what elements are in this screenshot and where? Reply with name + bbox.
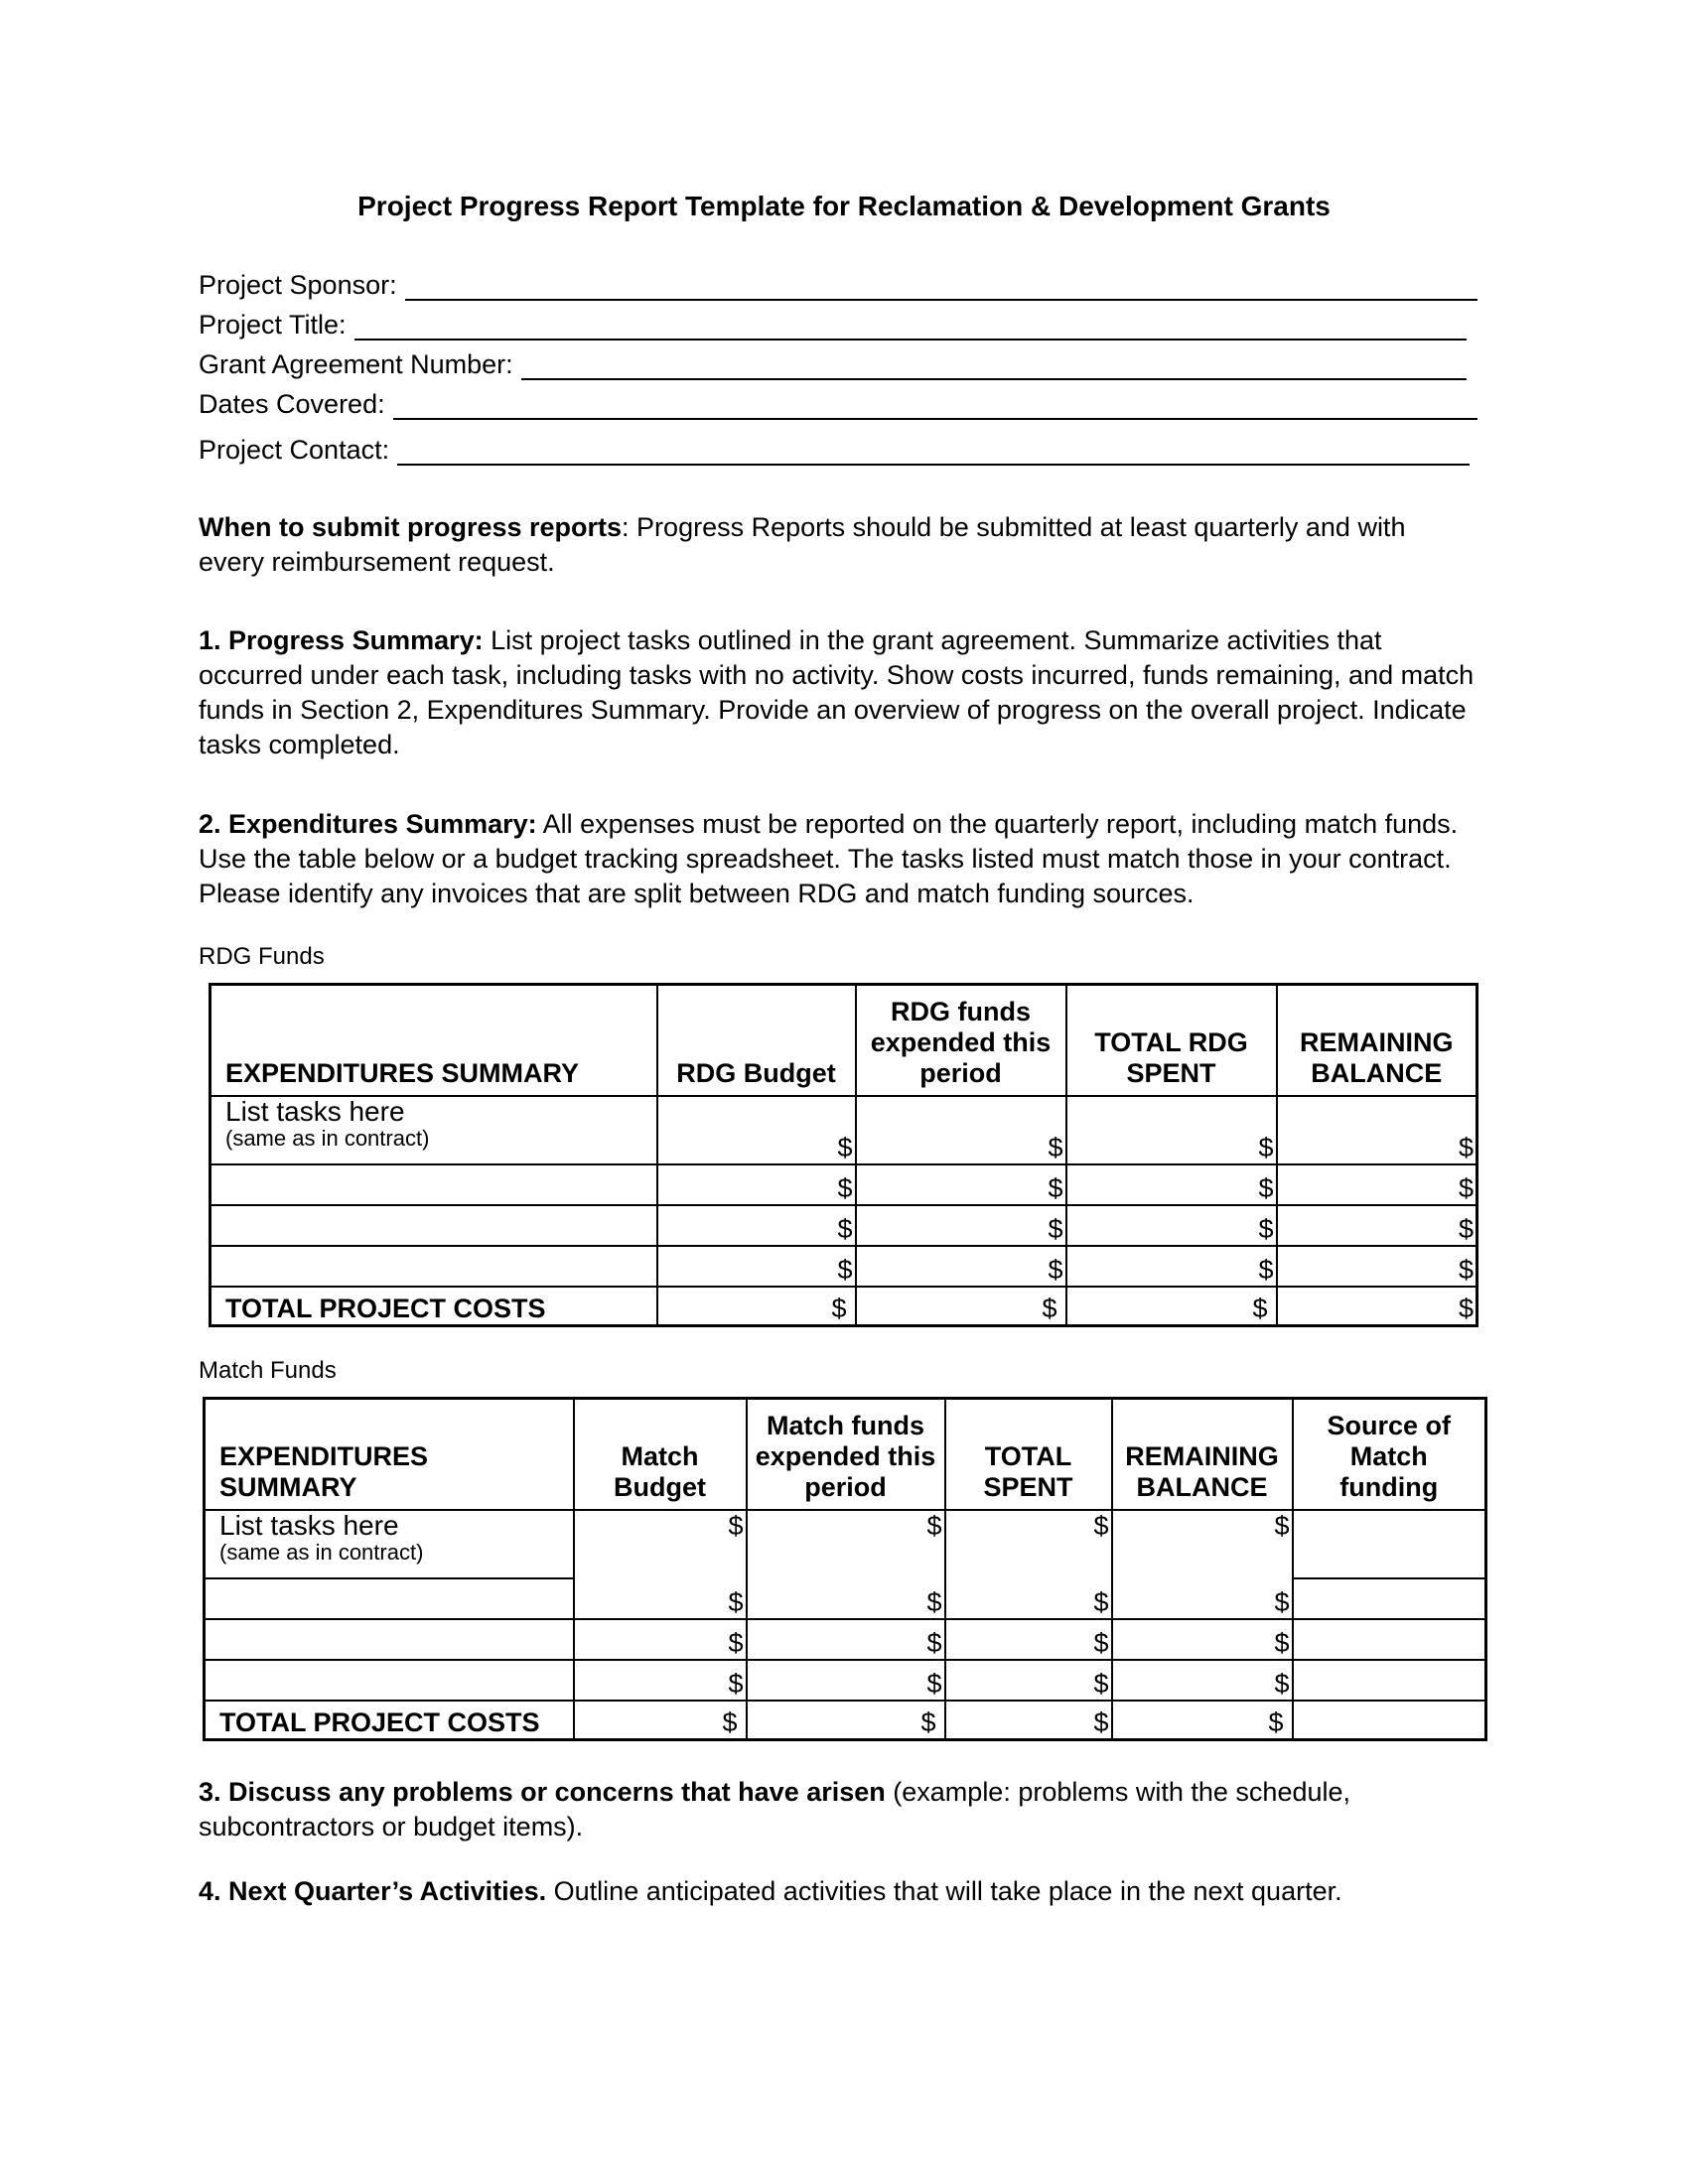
- table-row: [211, 1205, 1477, 1246]
- match-header-remaining: REMAINING BALANCE: [1112, 1399, 1293, 1510]
- match-task-cell[interactable]: [205, 1510, 574, 1578]
- match-task-sub-label: (same as in contract): [219, 1539, 424, 1565]
- match-total-label: TOTAL PROJECT COSTS: [205, 1701, 574, 1740]
- rdg-total-expended-cell[interactable]: $: [856, 1287, 1066, 1326]
- match-header-total-spent: TOTAL SPENT: [945, 1399, 1112, 1510]
- rdg-funds-caption: RDG Funds: [199, 943, 325, 970]
- rdg-budget-cell[interactable]: $: [657, 1246, 856, 1287]
- when-to-submit-paragraph: [199, 510, 1470, 580]
- rdg-budget-cell[interactable]: $: [657, 1164, 856, 1205]
- match-total-cell[interactable]: $: [945, 1660, 1112, 1701]
- table-row: [211, 1246, 1477, 1287]
- match-expended-cell[interactable]: $: [747, 1660, 945, 1701]
- match-budget-cell[interactable]: $: [574, 1619, 747, 1660]
- match-task-cell[interactable]: [205, 1619, 574, 1660]
- progress-summary-heading: 1. Progress Summary:: [199, 625, 484, 655]
- grant-agreement-field: [199, 349, 1467, 380]
- problems-text: (example: problems with the schedule, subcontractors or budget items).: [199, 1777, 1351, 1842]
- rdg-task-cell[interactable]: [211, 1096, 657, 1164]
- match-header-summary: EXPENDITURES SUMMARY: [205, 1399, 574, 1510]
- rdg-task-main-label: List tasks here: [225, 1095, 405, 1127]
- table-row: [205, 1660, 1486, 1701]
- project-contact-field: [199, 435, 1470, 466]
- match-funds-caption: Match Funds: [199, 1357, 337, 1384]
- dates-covered-line[interactable]: [393, 390, 1477, 420]
- match-total-expended-cell[interactable]: $: [747, 1701, 945, 1740]
- match-task-cell[interactable]: [205, 1578, 574, 1619]
- rdg-total-cell[interactable]: $: [1066, 1205, 1277, 1246]
- next-quarter-paragraph: [199, 1874, 1489, 1909]
- match-total-budget-cell[interactable]: $: [574, 1701, 747, 1740]
- rdg-total-cell[interactable]: $: [1066, 1096, 1277, 1164]
- match-remaining-cell[interactable]: $: [1112, 1578, 1293, 1619]
- match-budget-cell[interactable]: $: [574, 1510, 747, 1578]
- match-expended-cell[interactable]: $: [747, 1578, 945, 1619]
- table-row: [211, 1096, 1477, 1164]
- rdg-task-sub-label: (same as in contract): [225, 1125, 430, 1151]
- rdg-task-cell[interactable]: [211, 1164, 657, 1205]
- match-expended-cell[interactable]: $: [747, 1619, 945, 1660]
- project-title-label: Project Title:: [199, 310, 347, 340]
- match-source-cell[interactable]: [1293, 1510, 1486, 1578]
- match-total-remaining-cell[interactable]: $: [1112, 1701, 1293, 1740]
- project-title-line[interactable]: [354, 311, 1467, 341]
- rdg-budget-cell[interactable]: $: [657, 1205, 856, 1246]
- expenditures-summary-text: All expenses must be reported on the quarterly report, including match funds. Use the table below or a budget tracking spreadsheet. The tasks listed must match those in your contract. Please identify any invoices that are split between RDG and match funding sources.: [199, 809, 1459, 908]
- rdg-total-row: [211, 1287, 1477, 1326]
- match-remaining-cell[interactable]: $: [1112, 1660, 1293, 1701]
- match-source-cell[interactable]: [1293, 1578, 1486, 1619]
- when-to-submit-heading: When to submit progress reports: [199, 512, 623, 542]
- rdg-expended-cell[interactable]: $: [856, 1246, 1066, 1287]
- rdg-header-row: [211, 985, 1477, 1096]
- when-to-submit-text: : Progress Reports should be submitted at least quarterly and with every reimbursement request.: [199, 512, 1406, 577]
- match-total-spent-cell[interactable]: $: [945, 1701, 1112, 1740]
- match-source-cell[interactable]: [1293, 1660, 1486, 1701]
- match-total-cell[interactable]: $: [945, 1578, 1112, 1619]
- match-task-cell[interactable]: [205, 1660, 574, 1701]
- expenditures-summary-paragraph: [199, 807, 1489, 911]
- next-quarter-text: Outline anticipated activities that will take place in the next quarter.: [546, 1876, 1342, 1906]
- progress-summary-text: List project tasks outlined in the grant agreement. Summarize activities that occurred under each task, including tasks with no activity. Show costs incurred, funds remaining, and match funds in Section 2, Expenditures Summary. Provide an overview of progress on the overall project. Indicate tasks completed.: [199, 625, 1475, 759]
- rdg-remaining-cell[interactable]: $: [1277, 1246, 1477, 1287]
- grant-agreement-label: Grant Agreement Number:: [199, 349, 513, 379]
- match-expended-cell[interactable]: $: [747, 1510, 945, 1578]
- problems-heading: 3. Discuss any problems or concerns that have arisen: [199, 1777, 886, 1807]
- rdg-expended-cell[interactable]: $: [856, 1164, 1066, 1205]
- project-sponsor-line[interactable]: [405, 271, 1477, 301]
- rdg-total-label: TOTAL PROJECT COSTS: [211, 1287, 657, 1326]
- match-remaining-cell[interactable]: $: [1112, 1619, 1293, 1660]
- rdg-header-remaining: REMAINING BALANCE: [1277, 985, 1477, 1096]
- match-total-cell[interactable]: $: [945, 1619, 1112, 1660]
- table-row: [205, 1578, 1486, 1619]
- rdg-total-cell[interactable]: $: [1066, 1164, 1277, 1205]
- rdg-header-budget: RDG Budget: [657, 985, 856, 1096]
- progress-summary-paragraph: [199, 623, 1479, 762]
- rdg-expended-cell[interactable]: $: [856, 1205, 1066, 1246]
- rdg-task-cell[interactable]: [211, 1205, 657, 1246]
- project-sponsor-field: [199, 270, 1477, 301]
- rdg-total-budget-cell[interactable]: $: [657, 1287, 856, 1326]
- rdg-remaining-cell[interactable]: $: [1277, 1205, 1477, 1246]
- rdg-budget-cell[interactable]: $: [657, 1096, 856, 1164]
- rdg-remaining-cell[interactable]: $: [1277, 1096, 1477, 1164]
- match-header-budget: Match Budget: [574, 1399, 747, 1510]
- match-budget-cell[interactable]: $: [574, 1578, 747, 1619]
- project-contact-label: Project Contact:: [199, 435, 390, 465]
- rdg-header-total-spent: TOTAL RDG SPENT: [1066, 985, 1277, 1096]
- match-header-source: Source of Match funding: [1293, 1399, 1486, 1510]
- page-title: Project Progress Report Template for Reclamation & Development Grants: [357, 191, 1331, 221]
- project-contact-line[interactable]: [397, 436, 1470, 466]
- rdg-funds-table: [209, 983, 1478, 1327]
- project-title-field: [199, 310, 1467, 341]
- match-total-source-cell[interactable]: [1293, 1701, 1486, 1740]
- grant-agreement-line[interactable]: [521, 350, 1467, 380]
- table-row: [205, 1510, 1486, 1578]
- rdg-total-spent-cell[interactable]: $: [1066, 1287, 1277, 1326]
- rdg-total-cell[interactable]: $: [1066, 1246, 1277, 1287]
- match-remaining-cell[interactable]: $: [1112, 1510, 1293, 1578]
- match-total-cell[interactable]: $: [945, 1510, 1112, 1578]
- expenditures-summary-heading: 2. Expenditures Summary:: [199, 809, 537, 839]
- match-header-row: [205, 1399, 1486, 1510]
- rdg-header-summary: EXPENDITURES SUMMARY: [211, 985, 657, 1096]
- rdg-task-cell[interactable]: [211, 1246, 657, 1287]
- match-total-row: [205, 1701, 1486, 1740]
- match-task-main-label: List tasks here: [219, 1509, 399, 1541]
- match-header-expended: Match funds expended this period: [747, 1399, 945, 1510]
- dates-covered-field: [199, 389, 1477, 420]
- rdg-expended-cell[interactable]: $: [856, 1096, 1066, 1164]
- table-row: [205, 1619, 1486, 1660]
- problems-paragraph: [199, 1775, 1470, 1844]
- match-funds-table: [203, 1397, 1487, 1741]
- rdg-remaining-cell[interactable]: $: [1277, 1164, 1477, 1205]
- next-quarter-heading: 4. Next Quarter’s Activities.: [199, 1876, 547, 1906]
- table-row: [211, 1164, 1477, 1205]
- match-source-cell[interactable]: [1293, 1619, 1486, 1660]
- dates-covered-label: Dates Covered:: [199, 389, 385, 419]
- project-sponsor-label: Project Sponsor:: [199, 270, 397, 300]
- rdg-header-expended: RDG funds expended this period: [856, 985, 1066, 1096]
- rdg-total-remaining-cell[interactable]: $: [1277, 1287, 1477, 1326]
- match-budget-cell[interactable]: $: [574, 1660, 747, 1701]
